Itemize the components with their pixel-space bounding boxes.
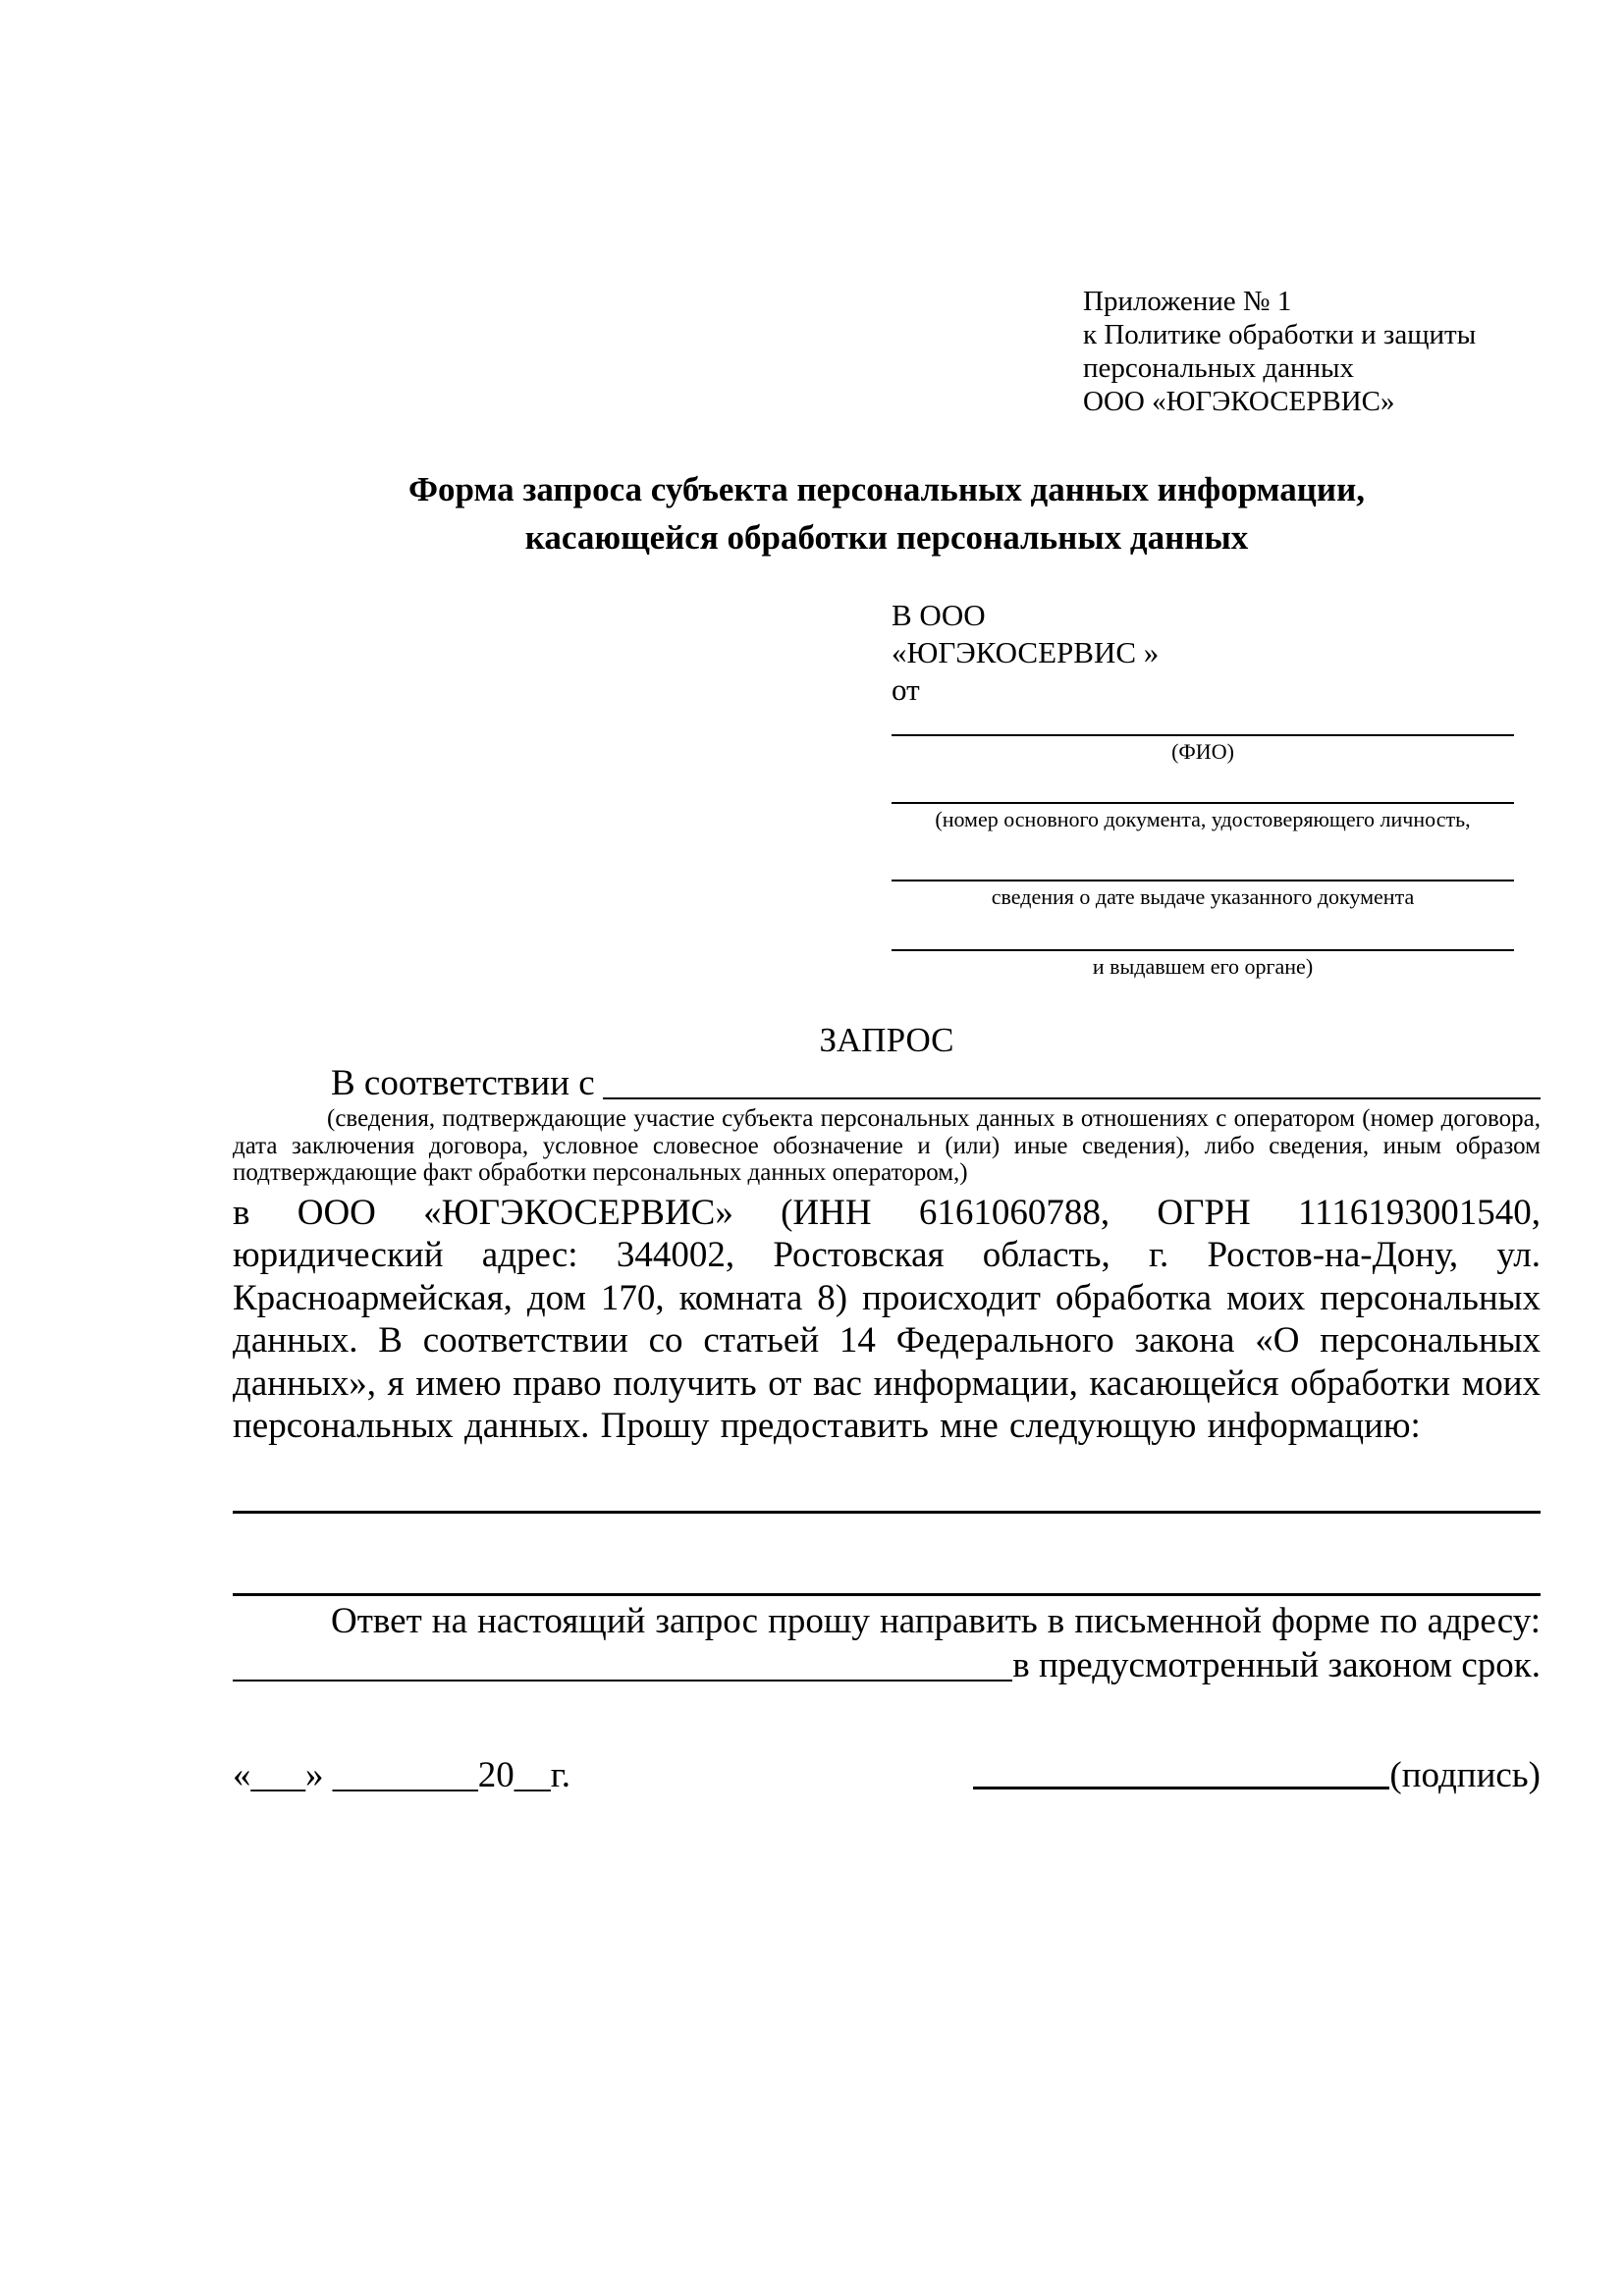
basis-caption: (сведения, подтверждающие участие субъекта персональных данных в отношениях с оператором (номер договора, дата заключения договора, условное словесное обозначение и (или) иные сведения), либо сведения, иным образом подтверждающие факт обработки персональных данных оператором,)	[233, 1105, 1541, 1186]
basis-input-line[interactable]	[603, 1062, 1541, 1099]
issuing-authority-caption: и выдавшем его органе)	[1092, 954, 1314, 979]
document-number-field	[892, 802, 1514, 832]
signature-input-line[interactable]	[973, 1787, 1389, 1789]
addressee-line: от	[892, 672, 920, 707]
fio-field	[892, 734, 1514, 765]
title-line: Форма запроса субъекта персональных данных информации,	[407, 470, 1366, 508]
answer-request-paragraph: Ответ на настоящий запрос прошу направить в письменной форме по адресу:	[331, 1600, 1541, 1641]
issue-date-caption: сведения о дате выдаче указанного документа	[991, 884, 1415, 909]
document-title	[233, 465, 1541, 561]
addressee-block	[892, 597, 1514, 980]
issue-date-field	[892, 880, 1514, 910]
date-signature-row	[233, 1753, 1541, 1798]
appendix-line: ООО «ЮГЭКОСЕРВИС»	[1083, 386, 1395, 417]
appendix-line: персональных данных	[1083, 352, 1355, 384]
body-paragraph: в ООО «ЮГЭКОСЕРВИС» (ИНН 6161060788, ОГРН 1116193001540, юридический адрес: 344002, Ростовская область, г. Ростов-на-Дону, ул. Красноармейская, дом 170, комната 8) происходит обработка моих персональных данных. В соответствии со статьей 14 Федерального закона «О персональных данных», я имею право получить от вас информации, касающейся обработки моих персональных данных. Прошу предоставить мне следующую информацию:	[233, 1192, 1541, 1446]
appendix-line: Приложение № 1	[1083, 286, 1292, 317]
issuing-authority-field	[892, 949, 1514, 980]
addressee-line: В ООО	[892, 598, 986, 632]
basis-prefix: В соответствии с	[331, 1063, 595, 1103]
signature-caption: (подпись)	[1389, 1754, 1541, 1795]
request-heading: ЗАПРОС	[819, 1021, 954, 1059]
appendix-line: к Политике обработки и защиты	[1083, 319, 1477, 350]
appendix-block	[1083, 285, 1541, 418]
basis-row	[233, 1062, 1541, 1105]
answer-suffix: в предусмотренный законом срок.	[1012, 1644, 1541, 1685]
address-row	[233, 1643, 1541, 1688]
date-line[interactable]: «___» ________20__г.	[233, 1754, 571, 1795]
address-input-line[interactable]	[233, 1643, 1012, 1682]
issue-date-input-line[interactable]	[892, 880, 1514, 881]
title-line: касающейся обработки персональных данных	[524, 518, 1249, 557]
requested-info-input-line-2[interactable]	[233, 1593, 1541, 1596]
fio-input-line[interactable]	[892, 734, 1514, 736]
requested-info-input-line-1[interactable]	[233, 1511, 1541, 1514]
fio-caption: (ФИО)	[1171, 739, 1234, 764]
addressee-line: «ЮГЭКОСЕРВИС »	[892, 635, 1160, 669]
issuing-authority-input-line[interactable]	[892, 949, 1514, 951]
document-number-input-line[interactable]	[892, 802, 1514, 804]
document-number-caption: (номер основного документа, удостоверяющего личность,	[935, 807, 1471, 831]
